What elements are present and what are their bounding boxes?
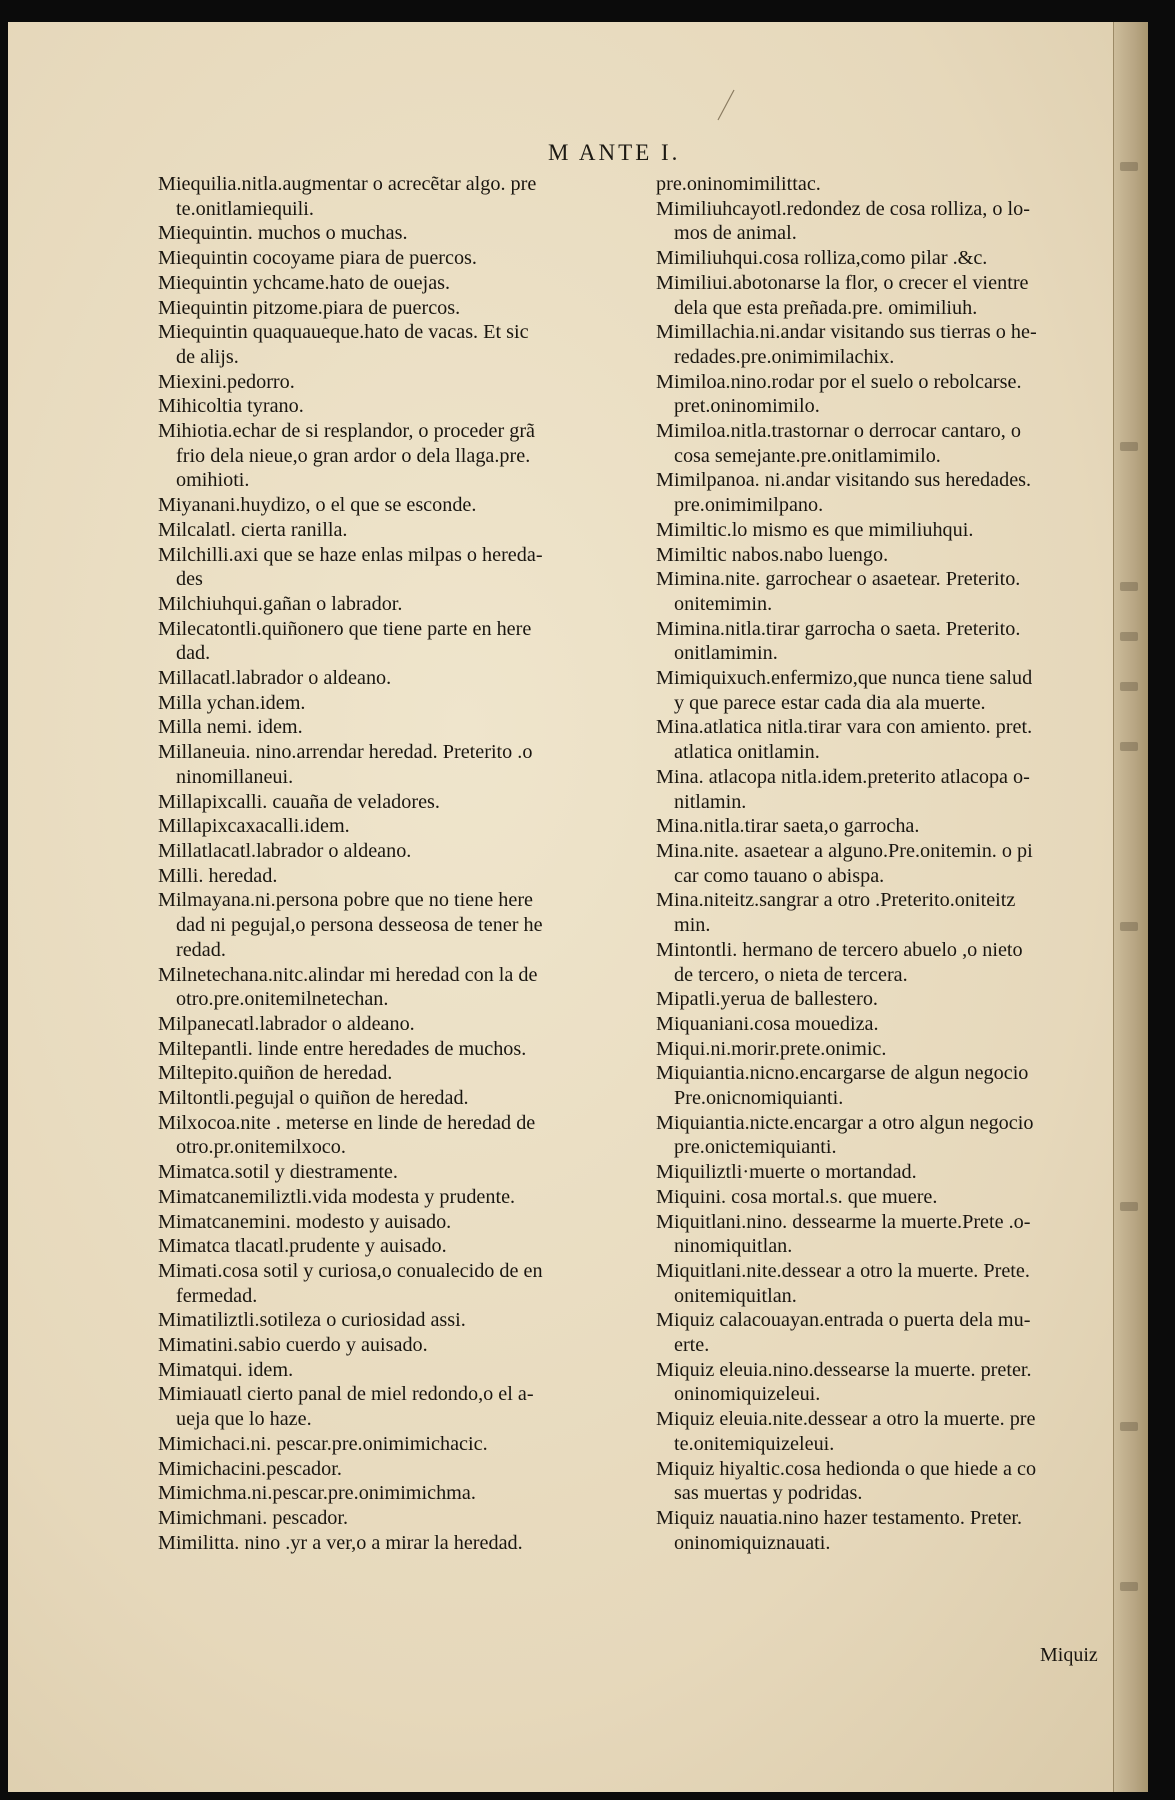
- dictionary-entry: [656, 1185, 1134, 1210]
- dictionary-entry: [158, 1234, 628, 1259]
- edge-ink-mark: [1120, 632, 1138, 641]
- edge-ink-mark: [1120, 1202, 1138, 1211]
- entry-headline: Millatlacatl.labrador o aldeano.: [158, 839, 412, 862]
- entry-headline: Milecatontli.quiñonero que tiene parte en here: [158, 617, 532, 640]
- entry-headline: Miyanani.huydizo, o el que se esconde.: [158, 494, 477, 517]
- dictionary-entry: [158, 1111, 628, 1160]
- entry-continuation: omihioti.: [176, 469, 250, 492]
- catchword: Miquiz: [1040, 1644, 1098, 1666]
- dictionary-entry: [656, 419, 1134, 468]
- entry-headline: Milmayana.ni.persona pobre que no tiene here: [158, 889, 534, 912]
- dictionary-entry: [158, 1086, 628, 1111]
- edge-ink-mark: [1120, 162, 1138, 171]
- edge-ink-mark: [1120, 922, 1138, 931]
- entry-headline: Mimillachia.ni.andar visitando sus tierras o he-: [656, 321, 1037, 344]
- entry-headline: Mimatca tlacatl.prudente y auisado.: [158, 1235, 447, 1258]
- entry-continuation: te.onitlamiequili.: [176, 197, 314, 220]
- dictionary-entry: [158, 493, 628, 518]
- entry-continuation: dad.: [176, 642, 211, 665]
- entry-continuation: ueja que lo haze.: [176, 1408, 312, 1431]
- edge-ink-mark: [1120, 682, 1138, 691]
- dictionary-entry: [656, 1358, 1134, 1407]
- entry-headline: Miequintin ychcame.hato de ouejas.: [158, 271, 451, 294]
- facing-page-edge: [1113, 22, 1148, 1792]
- dictionary-entry: [158, 246, 628, 271]
- dictionary-entry: [158, 1333, 628, 1358]
- entry-continuation: oninomiquizeleui.: [674, 1383, 821, 1406]
- entry-continuation: pre.onictemiquianti.: [674, 1136, 837, 1159]
- entry-continuation: sas muertas y podridas.: [674, 1482, 863, 1505]
- dictionary-entry: [656, 1160, 1134, 1185]
- entry-headline: Miquini. cosa mortal.s. que muere.: [656, 1185, 938, 1208]
- left-column: [158, 172, 628, 1555]
- dictionary-entry: [158, 394, 628, 419]
- dictionary-entry: [158, 172, 628, 221]
- entry-continuation: y que parece estar cada dia ala muerte.: [674, 691, 986, 714]
- entry-continuation: redades.pre.onimimilachix.: [674, 345, 895, 368]
- entry-headline: Miequilia.nitla.augmentar o acrecẽtar algo. pre: [158, 173, 537, 195]
- entry-headline: Milli. heredad.: [158, 864, 278, 887]
- entry-headline: Milla nemi. idem.: [158, 716, 303, 739]
- entry-headline: pre.oninomimilittac.: [656, 173, 821, 195]
- edge-ink-mark: [1120, 742, 1138, 751]
- dictionary-entry: [656, 715, 1134, 764]
- entry-continuation: frio dela nieue,o gran ardor o dela llaga.pre.: [176, 444, 531, 467]
- entry-headline: Millacatl.labrador o aldeano.: [158, 667, 392, 690]
- entry-headline: Mimilitta. nino .yr a ver,o a mirar la heredad.: [158, 1531, 523, 1554]
- entry-headline: Milchilli.axi que se haze enlas milpas o hereda-: [158, 543, 543, 566]
- dictionary-entry: [656, 1407, 1134, 1456]
- dictionary-entry: [158, 963, 628, 1012]
- entry-headline: Miltepantli. linde entre heredades de muchos.: [158, 1037, 527, 1060]
- dictionary-entry: [158, 1506, 628, 1531]
- dictionary-entry: [656, 987, 1134, 1012]
- dictionary-entry: [158, 1531, 628, 1556]
- entry-headline: Mimatca.sotil y diestramente.: [158, 1161, 398, 1184]
- dictionary-entry: [656, 1037, 1134, 1062]
- dictionary-entry: [158, 543, 628, 592]
- entry-headline: Milla ychan.idem.: [158, 691, 306, 714]
- dictionary-entry: [656, 1012, 1134, 1037]
- dictionary-entry: [656, 1111, 1134, 1160]
- dictionary-entry: [158, 1308, 628, 1333]
- entry-continuation: ninomiquitlan.: [674, 1235, 793, 1258]
- entry-headline: Miquiz hiyaltic.cosa hedionda o que hiede a co: [656, 1457, 1037, 1480]
- entry-headline: Miquiz eleuia.nino.dessearse la muerte. preter.: [656, 1358, 1032, 1381]
- entry-continuation: min.: [674, 914, 711, 937]
- entry-headline: Mimatcanemiliztli.vida modesta y prudente.: [158, 1185, 516, 1208]
- running-header: M ANTE I.: [548, 140, 681, 165]
- entry-headline: Miquitlani.nite.dessear a otro la muerte. Prete.: [656, 1259, 1030, 1282]
- entry-headline: Miquiantia.nicte.encargar a otro algun negocio: [656, 1111, 1034, 1134]
- dictionary-entry: [158, 790, 628, 815]
- dictionary-entry: [656, 1506, 1134, 1555]
- entry-headline: Mihiotia.echar de si resplandor, o proceder grã: [158, 420, 535, 443]
- dictionary-entry: [656, 1061, 1134, 1110]
- entry-continuation: pre.onimimilpano.: [674, 494, 824, 517]
- entry-headline: Mimatiliztli.sotileza o curiosidad assi.: [158, 1309, 466, 1332]
- entry-headline: Miltepito.quiñon de heredad.: [158, 1062, 393, 1085]
- dictionary-entry: [656, 543, 1134, 568]
- entry-headline: Milnetechana.nitc.alindar mi heredad con la de: [158, 963, 538, 986]
- dictionary-entry: [158, 518, 628, 543]
- entry-headline: Miquiz nauatia.nino hazer testamento. Preter.: [656, 1506, 1023, 1529]
- entry-headline: Mimatcanemini. modesto y auisado.: [158, 1210, 452, 1233]
- dictionary-entry: [158, 1432, 628, 1457]
- entry-continuation: te.onitemiquizeleui.: [674, 1432, 835, 1455]
- entry-headline: Miequintin. muchos o muchas.: [158, 222, 408, 245]
- dictionary-entry: [656, 370, 1134, 419]
- entry-headline: Mina.atlatica nitla.tirar vara con amiento. pret.: [656, 716, 1033, 739]
- dictionary-entry: [158, 740, 628, 789]
- entry-headline: Mina.nitla.tirar saeta,o garrocha.: [656, 815, 920, 838]
- entry-continuation: redad.: [176, 938, 226, 961]
- entry-headline: Mimiloa.nitla.trastornar o derrocar cantaro, o: [656, 420, 1021, 443]
- entry-continuation: car como tauano o abispa.: [674, 864, 885, 887]
- dictionary-entry: [158, 1210, 628, 1235]
- entry-headline: Mimichaci.ni. pescar.pre.onimimichacic.: [158, 1432, 488, 1455]
- entry-headline: Miquiantia.nicno.encargarse de algun negocio: [656, 1062, 1029, 1085]
- dictionary-entry: [158, 296, 628, 321]
- entry-continuation: de alijs.: [176, 345, 239, 368]
- dictionary-entry: [656, 468, 1134, 517]
- entry-headline: Millaneuia. nino.arrendar heredad. Preterito .o: [158, 741, 533, 764]
- dictionary-entry: [158, 691, 628, 716]
- dictionary-entry: [158, 1259, 628, 1308]
- dictionary-entry: [656, 888, 1134, 937]
- entry-headline: Miequintin quaquaueque.hato de vacas. Et sic: [158, 321, 529, 344]
- dictionary-entry: [656, 839, 1134, 888]
- entry-headline: Milchiuhqui.gañan o labrador.: [158, 592, 403, 615]
- entry-headline: Miequintin pitzome.piara de puercos.: [158, 296, 461, 319]
- entry-continuation: de tercero, o nieta de tercera.: [674, 963, 908, 986]
- entry-continuation: cosa semejante.pre.onitlamimilo.: [674, 444, 941, 467]
- dictionary-entry: [158, 1037, 628, 1062]
- entry-headline: Mipatli.yerua de ballestero.: [656, 988, 878, 1011]
- dictionary-entry: [656, 246, 1134, 271]
- entry-continuation: onitlamimin.: [674, 642, 778, 665]
- dictionary-entry: [158, 1160, 628, 1185]
- entry-continuation: fermedad.: [176, 1284, 258, 1307]
- entry-headline: Mimati.cosa sotil y curiosa,o conualecido de en: [158, 1259, 543, 1282]
- entry-continuation: nitlamin.: [674, 790, 747, 813]
- entry-continuation: atlatica onitlamin.: [674, 741, 820, 764]
- dictionary-entry: [656, 320, 1134, 369]
- dictionary-entry: [656, 518, 1134, 543]
- entry-continuation: mos de animal.: [674, 222, 797, 245]
- entry-continuation: oninomiquiznauati.: [674, 1531, 831, 1554]
- entry-headline: Miexini.pedorro.: [158, 370, 295, 393]
- dictionary-entry: [656, 172, 1134, 197]
- book-page: [8, 22, 1148, 1792]
- entry-headline: Mimichma.ni.pescar.pre.onimimichma.: [158, 1482, 476, 1505]
- entry-headline: Mimichacini.pescador.: [158, 1457, 342, 1480]
- dictionary-entry: [656, 197, 1134, 246]
- entry-continuation: dela que esta preñada.pre. omimiliuh.: [674, 296, 978, 319]
- dictionary-entry: [158, 1457, 628, 1482]
- entry-headline: Mimiliuhcayotl.redondez de cosa rolliza, o lo-: [656, 197, 1030, 220]
- entry-headline: Mimina.nitla.tirar garrocha o saeta. Preterito.: [656, 617, 1021, 640]
- entry-headline: Milpanecatl.labrador o aldeano.: [158, 1012, 415, 1035]
- entry-headline: Mimiliui.abotonarse la flor, o crecer el vientre: [656, 271, 1029, 294]
- dictionary-entry: [656, 1457, 1134, 1506]
- entry-continuation: pret.oninomimilo.: [674, 395, 820, 418]
- edge-ink-mark: [1120, 582, 1138, 591]
- dictionary-entry: [656, 617, 1134, 666]
- dictionary-entry: [656, 1259, 1134, 1308]
- dictionary-entry: [158, 1481, 628, 1506]
- entry-headline: Mina.niteitz.sangrar a otro .Preterito.oniteitz: [656, 889, 1016, 912]
- entry-headline: Milcalatl. cierta ranilla.: [158, 518, 348, 541]
- dictionary-entry: [158, 1382, 628, 1431]
- dictionary-entry: [158, 370, 628, 395]
- dictionary-entry: [158, 617, 628, 666]
- dictionary-entry: [656, 765, 1134, 814]
- dictionary-entry: [158, 864, 628, 889]
- entry-headline: Mimiliuhqui.cosa rolliza,como pilar .&c.: [656, 247, 988, 270]
- entry-headline: Milxocoa.nite . meterse en linde de heredad de: [158, 1111, 536, 1134]
- entry-headline: Miquitlani.nino. dessearme la muerte.Prete .o-: [656, 1210, 1031, 1233]
- dictionary-entry: [158, 221, 628, 246]
- dictionary-entry: [158, 419, 628, 493]
- dictionary-entry: [158, 839, 628, 864]
- dictionary-entry: [158, 320, 628, 369]
- dictionary-entry: [158, 1012, 628, 1037]
- entry-continuation: onitemiquitlan.: [674, 1284, 797, 1307]
- right-column: [656, 172, 1134, 1555]
- entry-continuation: Pre.onicnomiquianti.: [674, 1087, 844, 1110]
- entry-continuation: des: [176, 568, 203, 591]
- ink-stroke-mark: [708, 84, 748, 124]
- edge-ink-mark: [1120, 442, 1138, 451]
- entry-continuation: otro.pre.onitemilnetechan.: [176, 988, 389, 1011]
- entry-headline: Mintontli. hermano de tercero abuelo ,o nieto: [656, 938, 1023, 961]
- dictionary-entry: [656, 271, 1134, 320]
- dictionary-entry: [158, 715, 628, 740]
- entry-headline: Miquaniani.cosa mouediza.: [656, 1012, 879, 1035]
- dictionary-entry: [656, 1210, 1134, 1259]
- dictionary-entry: [158, 666, 628, 691]
- dictionary-entry: [158, 592, 628, 617]
- entry-headline: Mimichmani. pescador.: [158, 1506, 349, 1529]
- entry-headline: Miquiliztli·muerte o mortandad.: [656, 1161, 917, 1184]
- dictionary-entry: [158, 888, 628, 962]
- entry-headline: Mina.nite. asaetear a alguno.Pre.onitemin. o pi: [656, 839, 1033, 862]
- entry-continuation: erte.: [674, 1334, 710, 1357]
- entry-headline: Miqui.ni.morir.prete.onimic.: [656, 1037, 887, 1060]
- entry-headline: Mimiltic nabos.nabo luengo.: [656, 543, 889, 566]
- dictionary-entry: [656, 814, 1134, 839]
- entry-headline: Miquiz eleuia.nite.dessear a otro la muerte. pre: [656, 1408, 1036, 1431]
- entry-headline: Mina. atlacopa nitla.idem.preterito atlacopa o-: [656, 765, 1030, 788]
- dictionary-entry: [158, 1358, 628, 1383]
- entry-headline: Mimilpanoa. ni.andar visitando sus heredades.: [656, 469, 1032, 492]
- entry-headline: Mihicoltia tyrano.: [158, 395, 304, 418]
- entry-headline: Millapixcalli. cauaña de veladores.: [158, 790, 440, 813]
- entry-continuation: onitemimin.: [674, 592, 773, 615]
- entry-headline: Mimiltic.lo mismo es que mimiliuhqui.: [656, 518, 974, 541]
- dictionary-entry: [656, 666, 1134, 715]
- entry-headline: Mimina.nite. garrochear o asaetear. Preterito.: [656, 568, 1021, 591]
- dictionary-entry: [158, 1185, 628, 1210]
- entry-continuation: ninomillaneui.: [176, 765, 294, 788]
- edge-ink-mark: [1120, 1422, 1138, 1431]
- edge-ink-mark: [1120, 1582, 1138, 1591]
- entry-headline: Mimatini.sabio cuerdo y auisado.: [158, 1334, 428, 1357]
- entry-continuation: otro.pr.onitemilxoco.: [176, 1136, 346, 1159]
- dictionary-entry: [656, 1308, 1134, 1357]
- entry-headline: Miltontli.pegujal o quiñon de heredad.: [158, 1087, 469, 1110]
- entry-headline: Miquiz calacouayan.entrada o puerta dela mu-: [656, 1309, 1031, 1332]
- entry-continuation: dad ni pegujal,o persona desseosa de tener he: [176, 914, 543, 937]
- entry-headline: Millapixcaxacalli.idem.: [158, 815, 350, 838]
- entry-headline: Mimatqui. idem.: [158, 1358, 294, 1381]
- entry-headline: Mimiauatl cierto panal de miel redondo,o el a-: [158, 1383, 534, 1406]
- entry-headline: Miequintin cocoyame piara de puercos.: [158, 247, 477, 270]
- dictionary-entry: [158, 271, 628, 296]
- dictionary-entry: [656, 938, 1134, 987]
- dictionary-entry: [158, 1061, 628, 1086]
- dictionary-entry: [656, 567, 1134, 616]
- dictionary-entry: [158, 814, 628, 839]
- entry-headline: Mimiquixuch.enfermizo,que nunca tiene salud: [656, 667, 1033, 690]
- entry-headline: Mimiloa.nino.rodar por el suelo o rebolcarse.: [656, 370, 1022, 393]
